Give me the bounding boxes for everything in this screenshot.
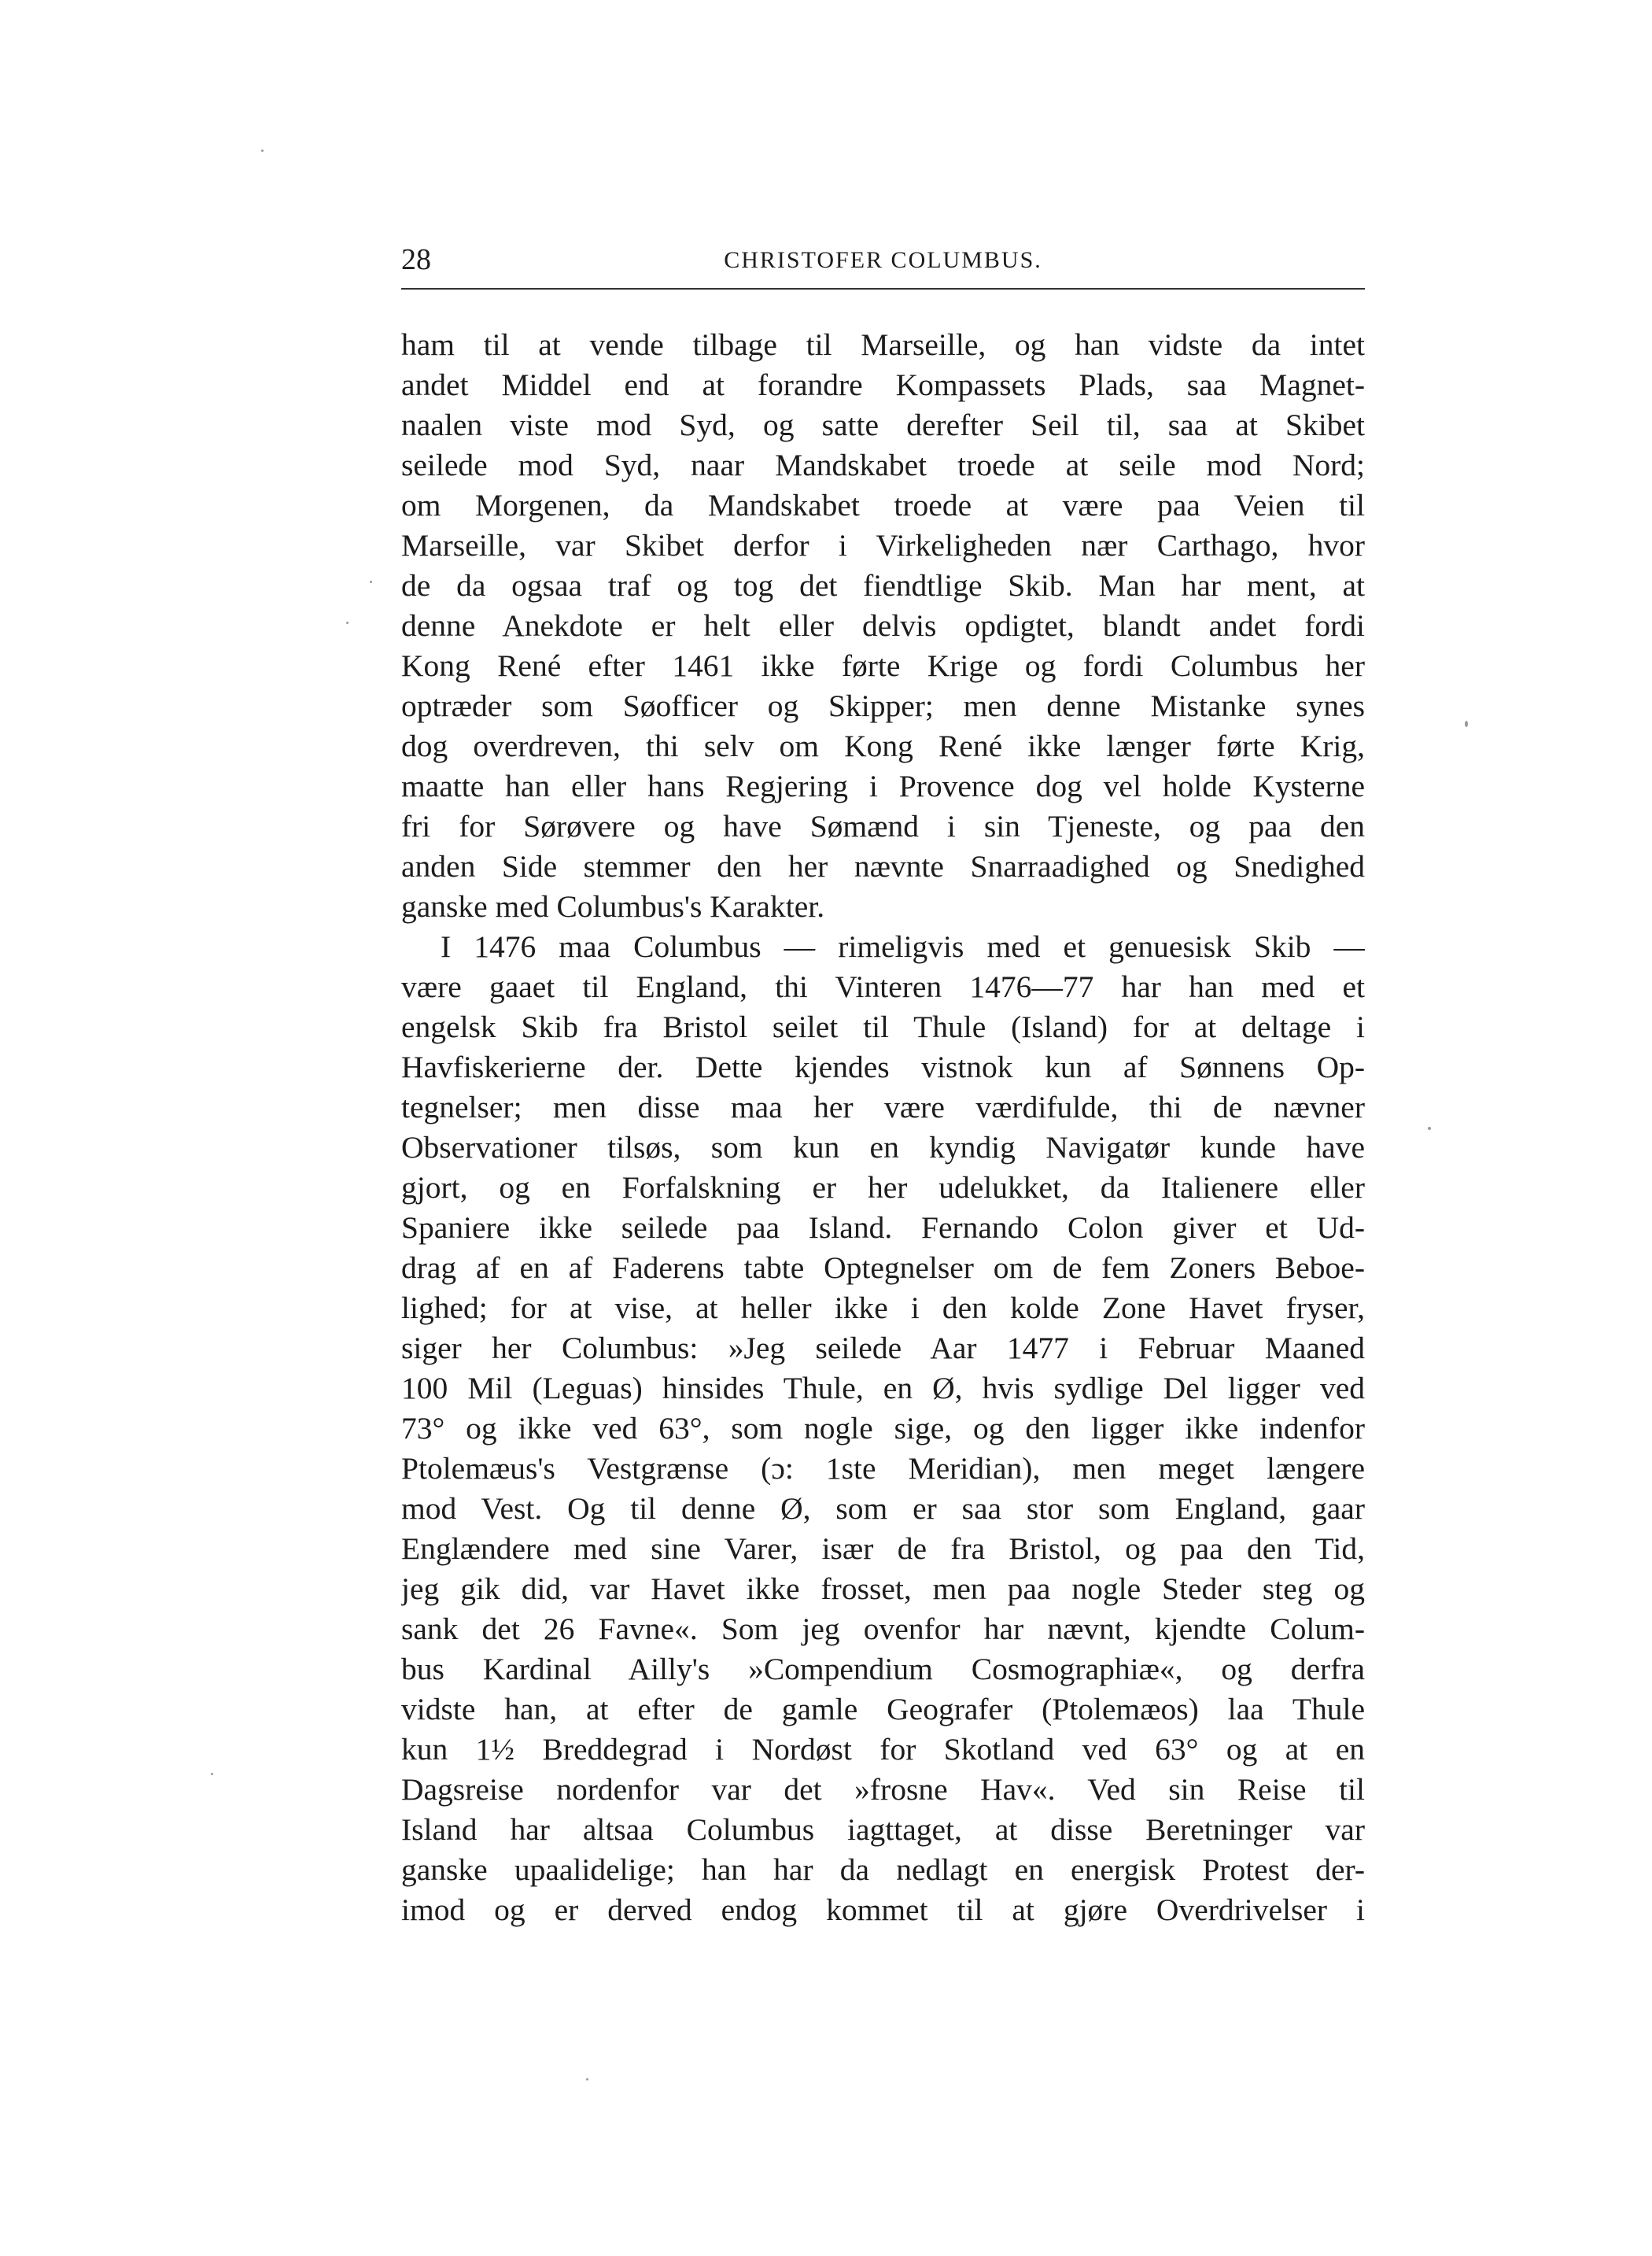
scan-speck (586, 2078, 588, 2081)
text-line: være gaaet til England, thi Vinteren 1476—77 har han med et (401, 969, 1365, 1004)
text-line: 73° og ikke ved 63°, som nogle sige, og den ligger ikke indenfor (401, 1411, 1365, 1446)
text-line: jeg gik did, var Havet ikke frosset, men paa nogle Steder steg og (401, 1571, 1365, 1606)
scan-speck (211, 1773, 213, 1775)
scan-speck (346, 622, 348, 624)
body-text (401, 325, 1365, 1930)
text-line: dog overdreven, thi selv om Kong René ikke længer førte Krig, (401, 729, 1365, 763)
text-line: maatte han eller hans Regjering i Provence dog vel holde Kysterne (401, 769, 1365, 803)
text-line: de da ogsaa traf og tog det fiendtlige Skib. Man har ment, at (401, 568, 1365, 603)
text-line: ham til at vende tilbage til Marseille, og han vidste da intet (401, 327, 1365, 362)
scan-speck (1428, 1127, 1431, 1130)
text-line: lighed; for at vise, at heller ikke i den kolde Zone Havet fryser, (401, 1290, 1365, 1325)
text-line: optræder som Søofficer og Skipper; men denne Mistanke synes (401, 689, 1365, 723)
text-line: Dagsreise nordenfor var det »frosne Hav«. Ved sin Reise til (401, 1772, 1365, 1807)
text-line: Havfiskerierne der. Dette kjendes vistnok kun af Sønnens Op- (401, 1050, 1365, 1084)
text-line: 100 Mil (Leguas) hinsides Thule, en Ø, hvis sydlige Del ligger ved (401, 1371, 1365, 1405)
text-line: anden Side stemmer den her nævnte Snarraadighed og Snedighed (401, 849, 1365, 884)
text-line: siger her Columbus: »Jeg seilede Aar 1477 i Februar Maaned (401, 1331, 1365, 1365)
text-line: Englændere med sine Varer, især de fra Bristol, og paa den Tid, (401, 1531, 1365, 1566)
scan-speck (261, 150, 264, 152)
text-line: bus Kardinal Ailly's »Compendium Cosmographiæ«, og derfra (401, 1652, 1365, 1686)
text-line: I 1476 maa Columbus — rimeligvis med et genuesisk Skib — (441, 929, 1365, 964)
text-line: gjort, og en Forfalskning er her udelukket, da Italienere eller (401, 1170, 1365, 1205)
text-line: Spaniere ikke seilede paa Island. Fernando Colon giver et Ud- (401, 1210, 1365, 1245)
text-line: engelsk Skib fra Bristol seilet til Thule (Island) for at deltage i (401, 1010, 1365, 1044)
text-line: Ptolemæus's Vestgrænse (ɔ: 1ste Meridian), men meget længere (401, 1451, 1365, 1486)
text-line: Island har altsaa Columbus iagttaget, at disse Beretninger var (401, 1812, 1365, 1847)
text-line: vidste han, at efter de gamle Geografer (Ptolemæos) laa Thule (401, 1692, 1365, 1726)
header-rule (401, 288, 1365, 290)
scan-speck (370, 581, 372, 583)
text-line: kun 1½ Breddegrad i Nordøst for Skotland ved 63° og at en (401, 1732, 1365, 1767)
text-line: fri for Sørøvere og have Sømænd i sin Tjeneste, og paa den (401, 809, 1365, 844)
page-header (401, 234, 1365, 285)
text-line: drag af en af Faderens tabte Optegnelser om de fem Zoners Beboe- (401, 1250, 1365, 1285)
text-line: Observationer tilsøs, som kun en kyndig Navigatør kunde have (401, 1130, 1365, 1165)
page-number: 28 (401, 243, 431, 276)
text-line: denne Anekdote er helt eller delvis opdigtet, blandt andet fordi (401, 608, 1365, 643)
text-line: ganske med Columbus's Karakter. (401, 889, 825, 924)
text-line: seilede mod Syd, naar Mandskabet troede at seile mod Nord; (401, 448, 1365, 482)
text-line: mod Vest. Og til denne Ø, som er saa stor som England, gaar (401, 1491, 1365, 1526)
text-line: andet Middel end at forandre Kompassets Plads, saa Magnet- (401, 367, 1365, 402)
text-line: om Morgenen, da Mandskabet troede at være paa Veien til (401, 488, 1365, 522)
text-line: ganske upaalidelige; han har da nedlagt en energisk Protest der- (401, 1852, 1365, 1887)
text-line: Kong René efter 1461 ikke førte Krige og fordi Columbus her (401, 648, 1365, 683)
text-line: Marseille, var Skibet derfor i Virkeligheden nær Carthago, hvor (401, 528, 1365, 563)
text-line: tegnelser; men disse maa her være værdifulde, thi de nævner (401, 1090, 1365, 1124)
text-line: naalen viste mod Syd, og satte derefter Seil til, saa at Skibet (401, 408, 1365, 442)
text-line: imod og er derved endog kommet til at gjøre Overdrivelser i (401, 1892, 1365, 1927)
running-title: CHRISTOFER COLUMBUS. (724, 247, 1042, 273)
text-line: sank det 26 Favne«. Som jeg ovenfor har nævnt, kjendte Colum- (401, 1612, 1365, 1646)
scan-speck (1465, 721, 1468, 727)
